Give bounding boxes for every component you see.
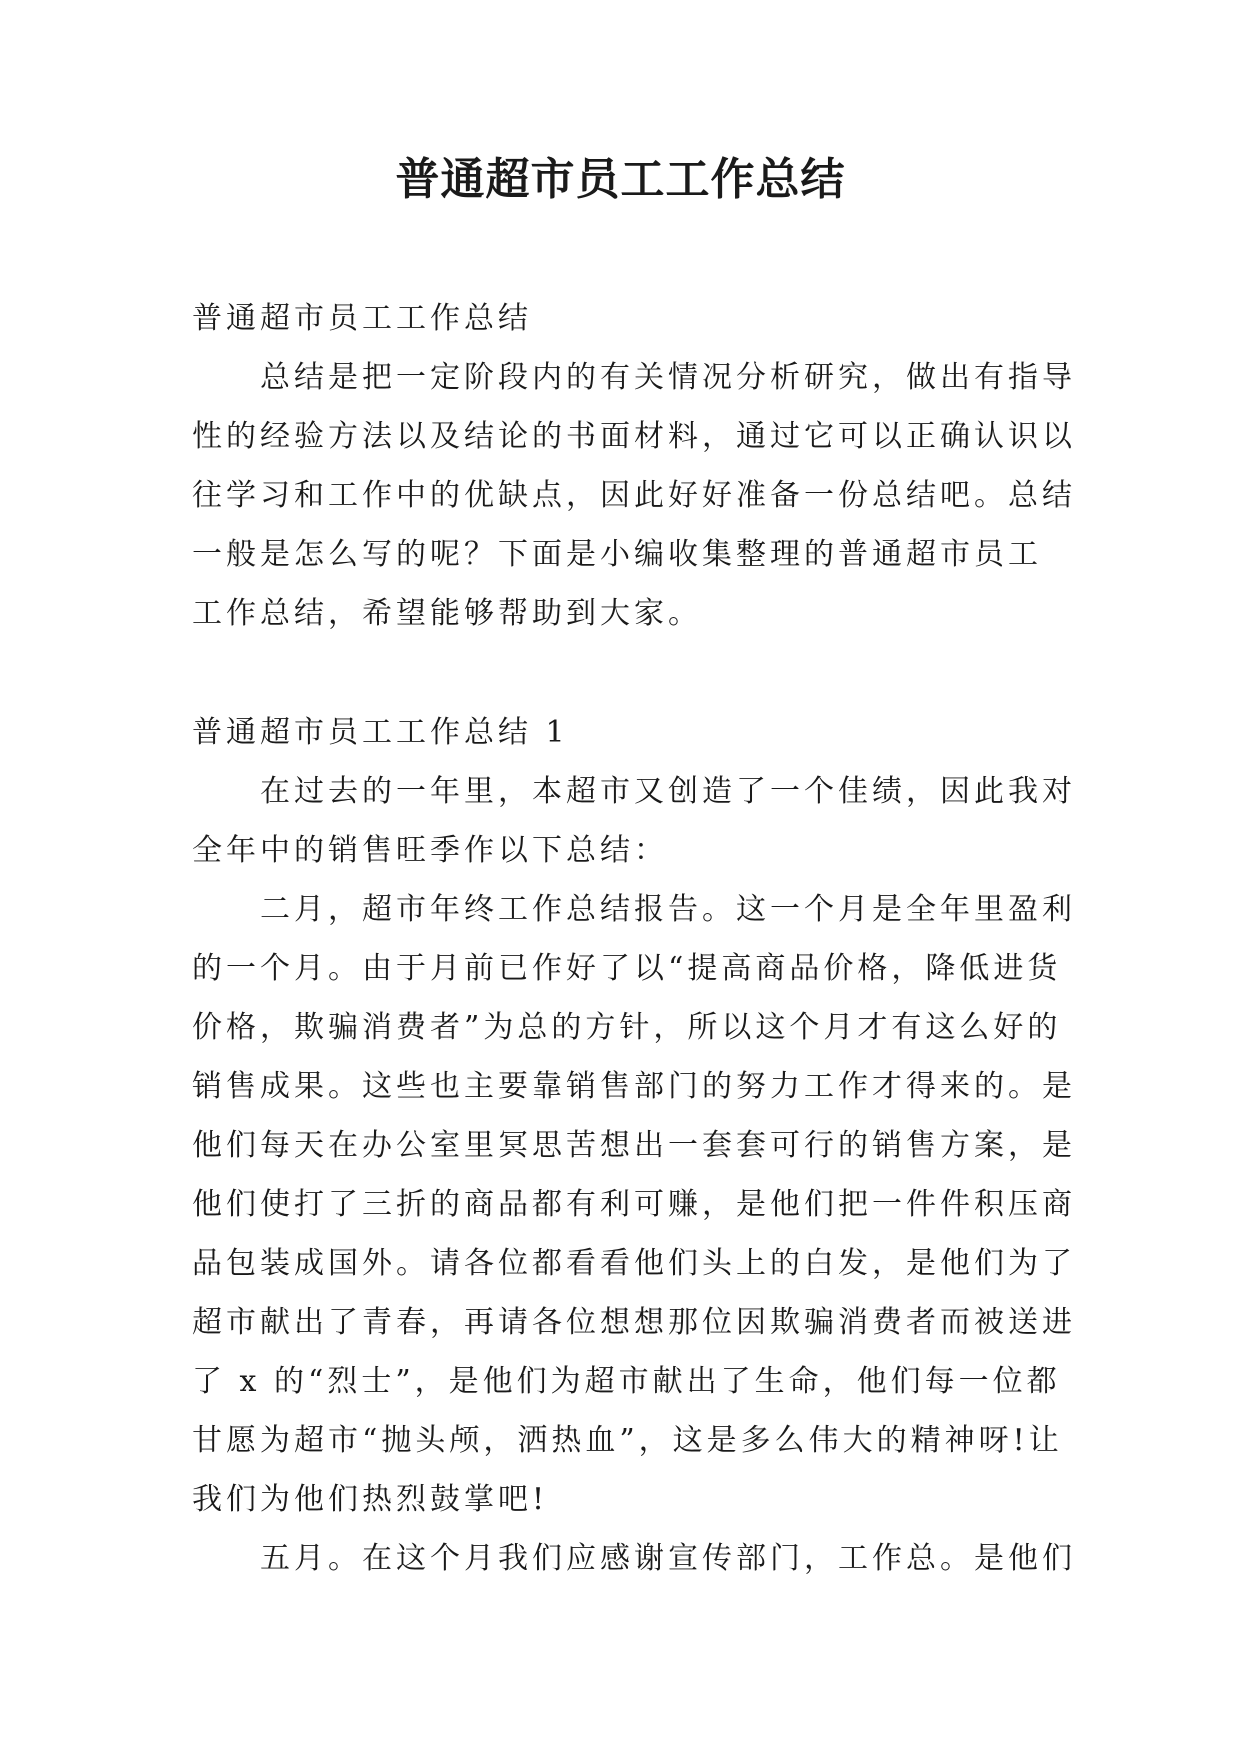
paragraph-line: 我们为他们热烈鼓掌吧!: [192, 1482, 549, 1517]
intro-paragraph: [192, 348, 1076, 643]
paragraph-line: 他们使打了三折的商品都有利可赚，是他们把一件件积压商: [192, 1187, 1076, 1222]
section1-paragraph-3: [192, 1529, 1076, 1588]
document-body: [192, 289, 1076, 1588]
paragraph-line: 甘愿为超市“抛头颅，洒热血”，这是多么伟大的精神呀!让: [192, 1423, 1063, 1458]
paragraph-line: 五月。在这个月我们应感谢宣传部门，工作总。是他们: [192, 1541, 1076, 1576]
section1-heading: 普通超市员工工作总结 1: [192, 715, 569, 750]
document-title: 普通超市员工工作总结: [395, 154, 846, 205]
paragraph-line: 的一个月。由于月前已作好了以“提高商品价格，降低进货: [192, 951, 1062, 986]
intro-line: 工作总结，希望能够帮助到大家。: [192, 596, 702, 631]
paragraph-line: 二月，超市年终工作总结报告。这一个月是全年里盈利: [192, 892, 1076, 927]
intro-line: 一般是怎么写的呢？下面是小编收集整理的普通超市员工: [192, 537, 1042, 572]
intro-heading: 普通超市员工工作总结: [192, 301, 532, 336]
section1-paragraph-1: [192, 762, 1076, 880]
paragraph-line: 销售成果。这些也主要靠销售部门的努力工作才得来的。是: [192, 1069, 1076, 1104]
intro-line: 往学习和工作中的优缺点，因此好好准备一份总结吧。总结: [192, 478, 1076, 513]
intro-line: 总结是把一定阶段内的有关情况分析研究，做出有指导: [192, 360, 1076, 395]
paragraph-line: 了 x 的“烈士”，是他们为超市献出了生命，他们每一位都: [192, 1364, 1061, 1399]
section1-paragraph-2: [192, 880, 1076, 1529]
paragraph-line: 他们每天在办公室里冥思苦想出一套套可行的销售方案，是: [192, 1128, 1076, 1163]
paragraph-line: 超市献出了青春，再请各位想想那位因欺骗消费者而被送进: [192, 1305, 1076, 1340]
intro-line: 性的经验方法以及结论的书面材料，通过它可以正确认识以: [192, 419, 1076, 454]
paragraph-line: 品包装成国外。请各位都看看他们头上的白发，是他们为了: [192, 1246, 1076, 1281]
paragraph-line: 全年中的销售旺季作以下总结：: [192, 833, 668, 868]
paragraph-line: 价格，欺骗消费者”为总的方针，所以这个月才有这么好的: [192, 1010, 1062, 1045]
paragraph-line: 在过去的一年里，本超市又创造了一个佳绩，因此我对: [192, 774, 1076, 809]
section-spacer: [192, 643, 1050, 703]
